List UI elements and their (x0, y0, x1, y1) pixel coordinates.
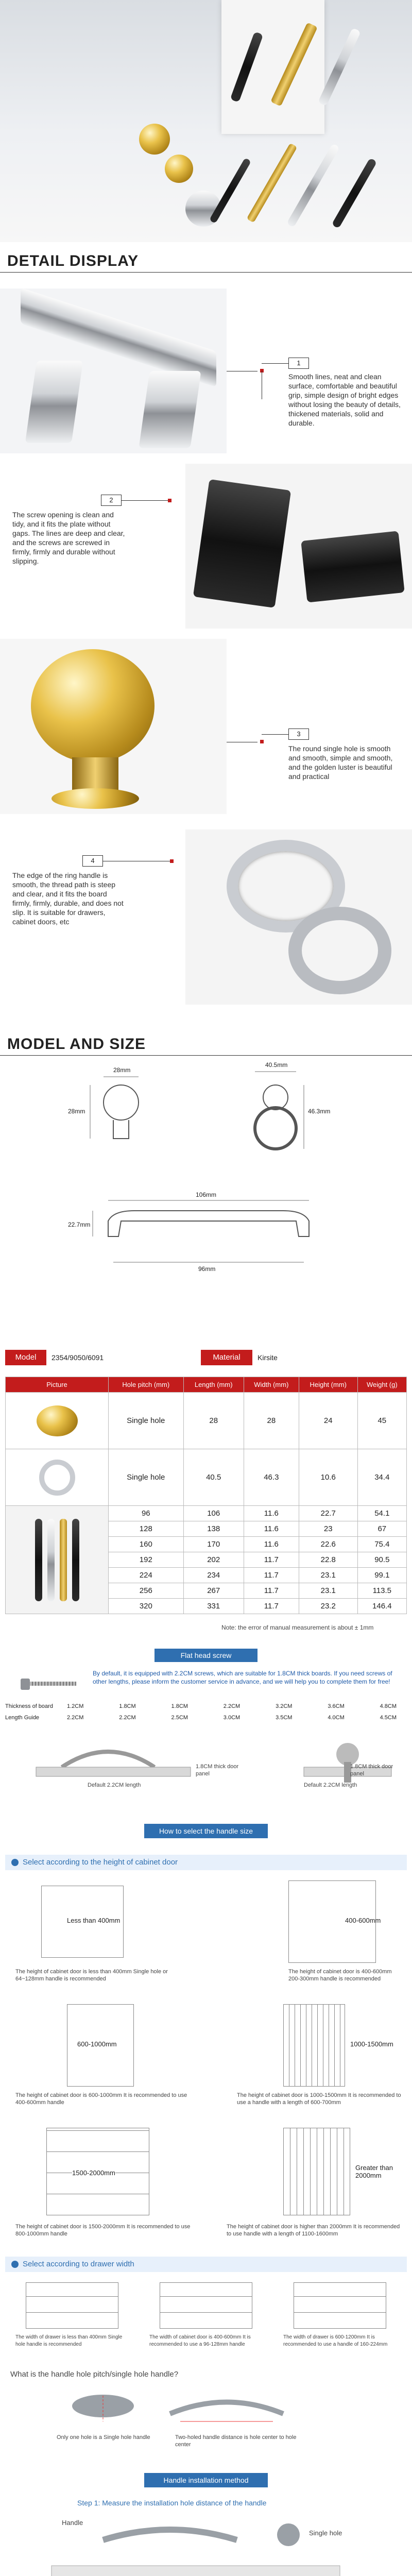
divider (0, 1055, 412, 1056)
detail-number-1: 1 (288, 358, 309, 369)
row-picture-bars (6, 1506, 109, 1614)
howto-banner: How to select the handle size (144, 1824, 268, 1838)
divider (0, 272, 412, 273)
height-cell: Less than 400mm The height of cabinet door is less than 400mm Single hole or 64~128mm handle is recommended (5, 1875, 206, 1999)
thickness-label: Thickness of board (5, 1703, 53, 1709)
detail-display-title: DETAIL DISPLAY (7, 252, 139, 269)
length-values: 2.2CM 2.2CM 2.5CM 3.0CM 3.5CM 4.0CM 4.5CM (67, 1715, 397, 1721)
table-row: 224 234 11.7 23.1 99.1 (6, 1568, 407, 1583)
col-weight: Weight (g) (357, 1377, 406, 1393)
door-panel-label-1: 1.8CM thick door panel (196, 1764, 239, 1777)
drawer-cell: The width of drawer is less than 400mm Single hole handle is recommended (5, 2277, 139, 2360)
dim-bar-length: 106mm (196, 1191, 217, 1198)
label-single-hole: Single hole (309, 2529, 342, 2537)
detail-text-1: Smooth lines, neat and clean surface, comfortable and beautiful grip, simple design of bright edges without losing the beauty of details, thickened materials, solid and durable. (288, 372, 401, 427)
detail-text-4: The edge of the ring handle is smooth, the thread path is steep and clear, and it fits the board firmly, firmly, durable, and does not slip. It is suitable for drawers, cabinet doors, etc (12, 871, 124, 926)
height-cell: 400-600mm The height of cabinet door is 400-600mm 200-300mm handle is recommended (206, 1875, 407, 1999)
material-label: Material (201, 1350, 252, 1365)
detail-photo-2 (185, 464, 412, 629)
dimension-drawings (0, 1066, 412, 1334)
spec-table (5, 1377, 407, 1614)
table-row: 192 202 11.7 22.8 90.5 (6, 1552, 407, 1568)
col-width: Width (mm) (244, 1377, 299, 1393)
model-label: Model (5, 1350, 46, 1365)
dim-ring-width: 40.5mm (265, 1061, 288, 1069)
drawer-cell: The width of cabinet door is 400-600mm It is recommended to use a 96-128mm handle (139, 2277, 273, 2360)
screw-image (21, 1674, 77, 1690)
detail-number-3: 3 (288, 728, 309, 740)
drawer-cell: The width of drawer is 600-1200mm It is recommended to use a handle of 160-224mm (273, 2277, 407, 2360)
height-grid (5, 1875, 407, 2246)
height-cell: Greater than 2000mm The height of cabinet door is higher than 2000mm It is recommended to use handle with a length of 1100-1600mm (206, 2123, 407, 2246)
by-drawer-header: Select according to drawer width (5, 2257, 407, 2272)
default-length-label-2: Default 2.2CM length (304, 1782, 357, 1788)
hero-product-photo (0, 0, 412, 242)
dim-knob-height: 28mm (68, 1108, 85, 1115)
detail-number-4: 4 (82, 855, 103, 867)
dim-ring-height: 46.3mm (308, 1108, 331, 1115)
detail-photo-1 (0, 289, 227, 453)
table-row: 128 138 11.6 23 67 (6, 1521, 407, 1537)
install-banner: Handle installation method (144, 2473, 268, 2487)
detail-number-2: 2 (101, 495, 122, 506)
dim-bar-hole: 96mm (198, 1265, 216, 1273)
door-panel-label-2: 1.8CM thick door panel (350, 1764, 393, 1777)
table-row: 96 106 11.6 22.7 54.1 (6, 1506, 407, 1521)
table-row: 320 331 11.7 23.2 146.4 (6, 1599, 407, 1614)
col-hole-pitch: Hole pitch (mm) (109, 1377, 184, 1393)
detail-photo-4 (185, 829, 412, 1005)
pitch-diagram (0, 2385, 412, 2432)
marker (260, 740, 264, 743)
label-handle: Handle (62, 2519, 83, 2527)
col-picture: Picture (6, 1377, 109, 1393)
height-cell: 1500-2000mm The height of cabinet door is 1500-2000mm It is recommended to use 800-1000mm handle (5, 2123, 206, 2246)
dim-knob-width: 28mm (113, 1066, 131, 1074)
model-size-title: MODEL AND SIZE (7, 1036, 146, 1053)
drawer-grid (5, 2277, 407, 2360)
model-value: 2354/9050/6091 (52, 1353, 104, 1362)
pitch-question: What is the handle hole pitch/single hole handle? (10, 2370, 179, 2379)
install-step-1: Step 1: Measure the installation hole distance of the handle (77, 2499, 267, 2507)
pitch-caption-1: Only one hole is a Single hole handle (57, 2434, 150, 2441)
table-row: Single hole 28 28 24 45 (6, 1393, 407, 1449)
by-height-header: Select according to the height of cabinet door (5, 1855, 407, 1870)
row-picture (6, 1393, 109, 1449)
screw-banner: Flat head screw (154, 1649, 258, 1662)
height-cell: 1000-1500mm The height of cabinet door is 1000-1500mm It is recommended to use a handle with a length of 600-700mm (206, 1999, 407, 2123)
measurement-note: Note: the error of manual measurement is about ± 1mm (221, 1624, 374, 1631)
marker (170, 859, 174, 863)
row-picture (6, 1449, 109, 1506)
table-row: Single hole 40.5 46.3 10.6 34.4 (6, 1449, 407, 1506)
length-label: Length Guide (5, 1715, 40, 1721)
detail-text-3: The round single hole is smooth and smooth, simple and smooth, and the golden luster is beautiful and practical (288, 744, 393, 781)
pitch-caption-2: Two-holed handle distance is hole center to hole center (175, 2434, 297, 2448)
height-cell: 600-1000mm The height of cabinet door is 600-1000mm It is recommended to use 400-600mm handle (5, 1999, 206, 2123)
detail-text-2: The screw opening is clean and tidy, and it fits the plate without gaps. The lines are deep and clear, and the screws are screwed in firmly, firmly and durable without slipping. (12, 511, 125, 565)
thickness-values: 1.2CM 1.8CM 1.8CM 2.2CM 3.2CM 3.6CM 4.8CM (67, 1703, 397, 1709)
screw-text: By default, it is equipped with 2.2CM screws, which are suitable for 1.8CM thick boards. If you need screws of other lengths, please inform the customer service in advance, and we will help you to complete them for free! (93, 1670, 392, 1685)
table-row: 160 170 11.6 22.6 75.4 (6, 1537, 407, 1552)
marker (168, 499, 171, 502)
dim-bar-height: 22.7mm (68, 1221, 91, 1228)
col-length: Length (mm) (183, 1377, 244, 1393)
model-row (5, 1350, 407, 1365)
table-row: 256 267 11.7 23.1 113.5 (6, 1583, 407, 1599)
col-height: Height (mm) (299, 1377, 357, 1393)
detail-photo-3 (0, 639, 227, 814)
material-value: Kirsite (258, 1353, 278, 1362)
default-length-label-1: Default 2.2CM length (88, 1782, 141, 1788)
